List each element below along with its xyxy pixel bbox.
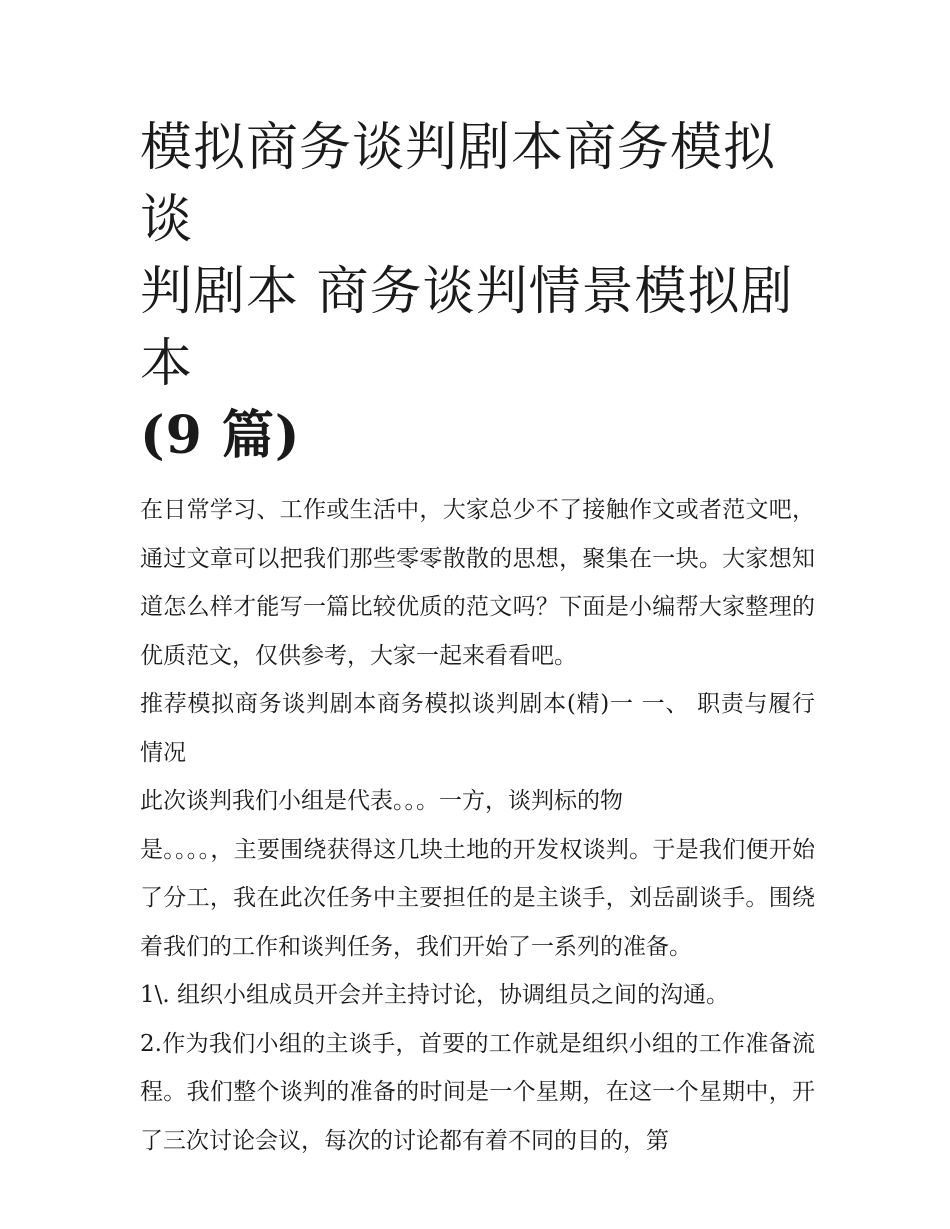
document-title: [140, 112, 815, 472]
title-line-1: 模拟商务谈判剧本商务模拟谈: [140, 118, 777, 250]
paragraph-section-heading: 推荐模拟商务谈判剧本商务模拟谈判剧本(精)一 一、 职责与履行情况: [140, 691, 815, 766]
document-page: [140, 112, 815, 1165]
paragraph-item-2: 2.作为我们小组的主谈手，首要的工作就是组织小组的工作准备流程。我们整个谈判的准备的时间是一个星期，在这一个星期中，开了三次讨论会议，每次的讨论都有着不同的目的，第: [140, 1030, 815, 1154]
paragraph-item-1: 1\. 组织小组成员开会并主持讨论，协调组员之间的沟通。: [140, 982, 730, 1008]
paragraph-representative: 此次谈判我们小组是代表。。。一方，谈判标的物: [140, 788, 623, 814]
paragraph-division-of-work: 是。。。。，主要围绕获得这几块土地的开发权谈判。于是我们便开始了分工，我在此次任务中主要担任的是主谈手，刘岳副谈手。围绕着我们的工作和谈判任务，我们开始了一系列的准备。: [140, 836, 815, 960]
title-line-2: 判剧本 商务谈判情景模拟剧本: [140, 262, 794, 394]
paragraph-intro: 在日常学习、工作或生活中，大家总少不了接触作文或者范文吧，通过文章可以把我们那些零零散散的思想，聚集在一块。大家想知道怎么样才能写一篇比较优质的范文吗？下面是小编帮大家整理的优质范文，仅供参考，大家一起来看看吧。: [140, 497, 815, 669]
title-line-3: (9 篇): [140, 405, 301, 466]
